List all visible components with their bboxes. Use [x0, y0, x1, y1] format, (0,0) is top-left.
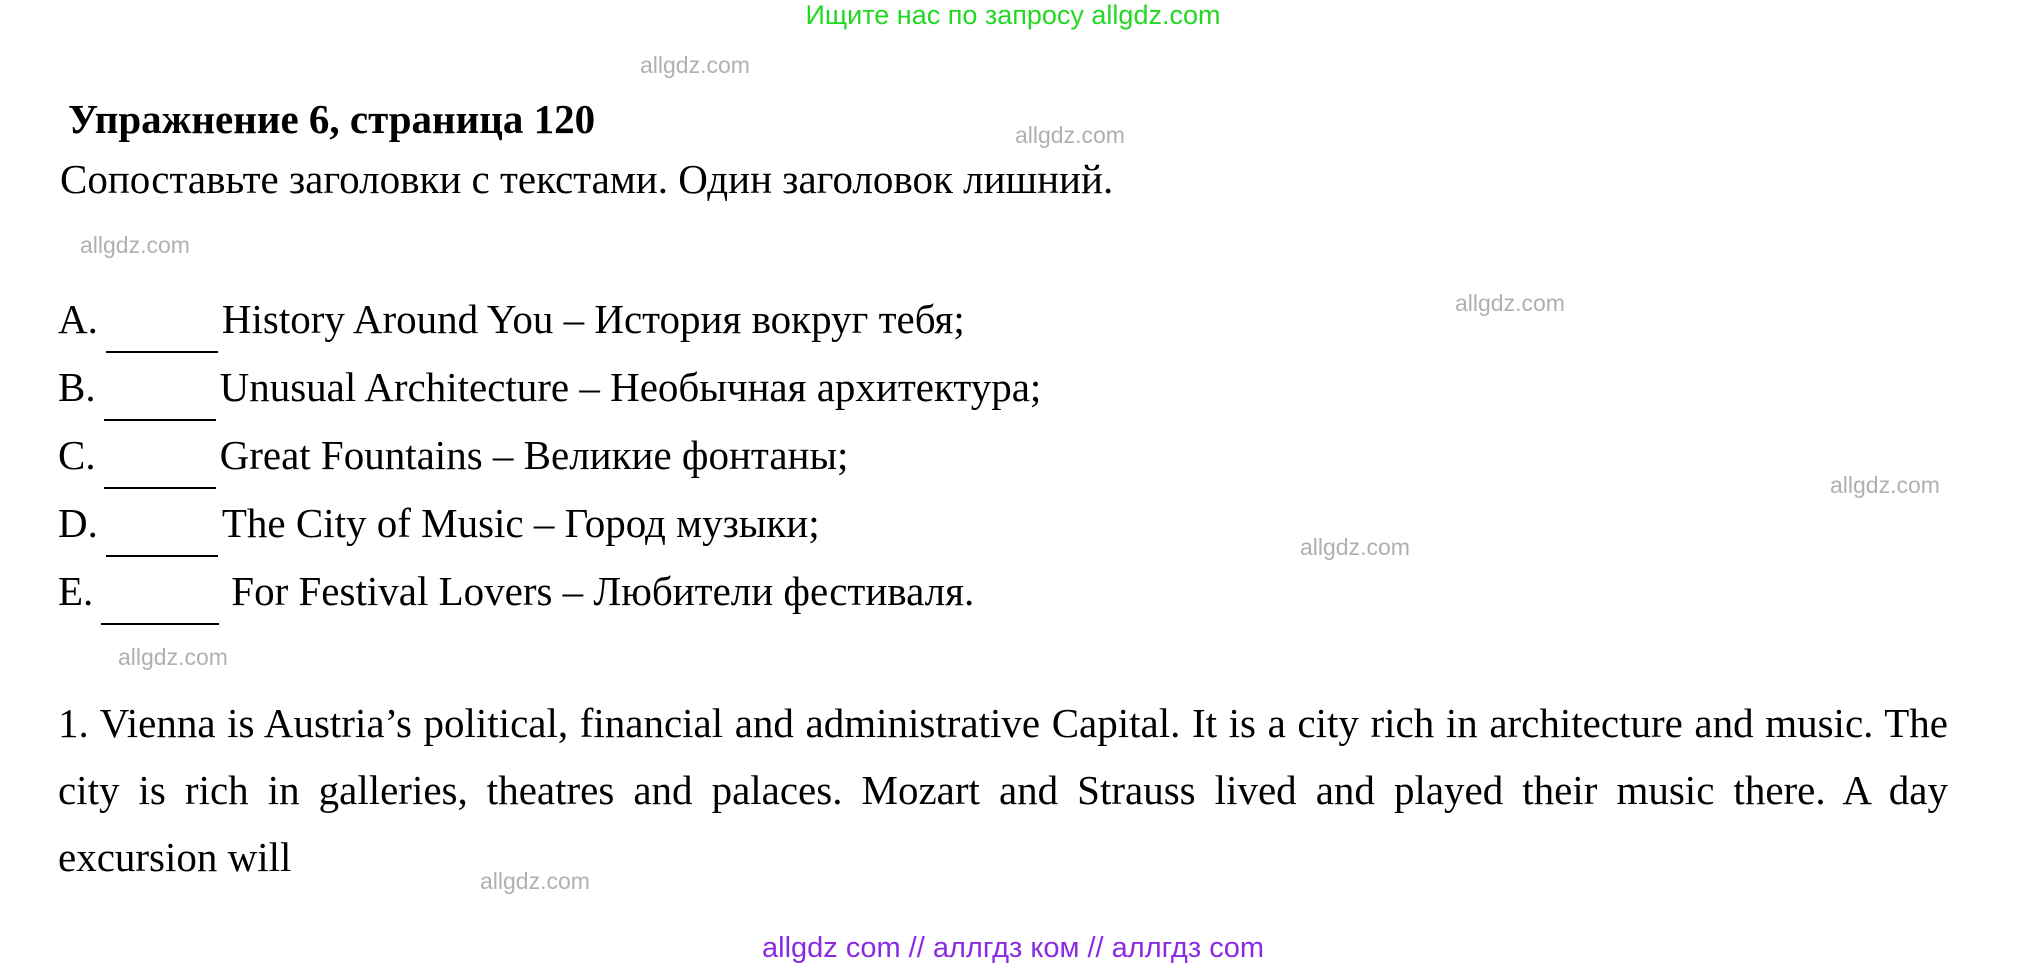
list-item [58, 489, 1558, 557]
watermark: allgdz.com [640, 52, 750, 78]
heading-text: Great Fountains – Великие фонтаны; [219, 432, 849, 478]
list-item [58, 557, 1558, 625]
answer-blank[interactable] [106, 319, 218, 353]
answer-blank[interactable] [104, 455, 216, 489]
bottom-promo-banner: allgdz com // аллгдз ком // аллгдз com [762, 932, 1264, 964]
top-promo-banner: Ищите нас по запросу allgdz.com [805, 0, 1221, 30]
answer-blank[interactable] [104, 387, 216, 421]
heading-text: Unusual Architecture – Необычная архитектура; [219, 364, 1042, 410]
watermark: allgdz.com [1300, 534, 1410, 560]
heading-text: History Around You – История вокруг тебя; [221, 296, 965, 342]
heading-letter: E. [58, 568, 94, 614]
watermark: allgdz.com [1015, 122, 1125, 148]
heading-letter: D. [58, 500, 98, 546]
list-item [58, 285, 1558, 353]
watermark: allgdz.com [118, 644, 228, 670]
watermark: allgdz.com [1455, 290, 1565, 316]
watermark: allgdz.com [480, 868, 590, 894]
heading-text: The City of Music – Город музыки; [221, 500, 820, 546]
heading-letter: B. [58, 364, 96, 410]
watermark: allgdz.com [80, 232, 190, 258]
watermark: allgdz.com [1830, 472, 1940, 498]
exercise-instruction: Сопоставьте заголовки с текстами. Один заголовок лишний. [60, 156, 1114, 202]
page-title: Упражнение 6, страница 120 [68, 96, 596, 142]
list-item [58, 353, 1558, 421]
answer-blank[interactable] [106, 523, 218, 557]
list-item [58, 421, 1558, 489]
reading-paragraph-1: 1. Vienna is Austria’s political, financial and administrative Capital. It is a city rich in architecture and music. The city is rich in galleries, theatres and palaces. Mozart and Strauss lived and played their music there. A day excursion will [58, 700, 1948, 880]
answer-blank[interactable] [101, 591, 219, 625]
heading-letter: A. [58, 296, 98, 342]
heading-text: For Festival Lovers – Любители фестиваля. [231, 568, 975, 614]
headings-list [58, 285, 1558, 625]
heading-letter: C. [58, 432, 96, 478]
